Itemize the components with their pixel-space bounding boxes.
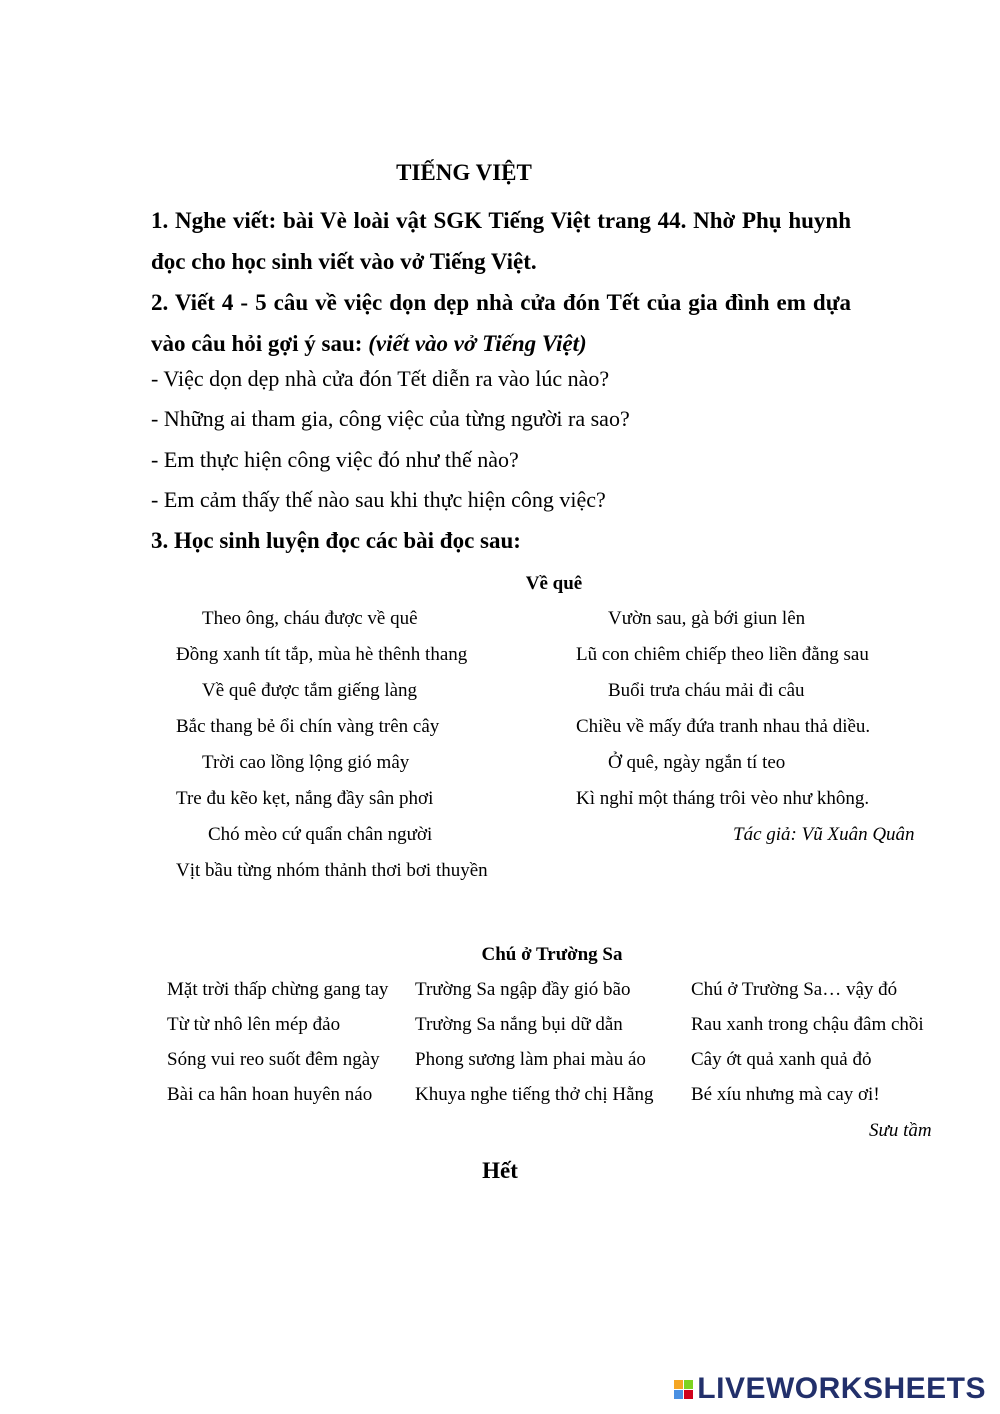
poem-1-author: Tác giả: Vũ Xuân Quân	[733, 824, 915, 845]
poem-2-line: Rau xanh trong chậu đâm chồi	[691, 1014, 924, 1035]
liveworksheets-logo-icon	[674, 1380, 693, 1399]
poem-1-line: Tre đu kẽo kẹt, nắng đầy sân phơi	[176, 788, 434, 809]
watermark-text: LIVEWORKSHEETS	[697, 1372, 986, 1405]
page-title: TIẾNG VIỆT	[396, 160, 532, 185]
poem-2-line: Trường Sa nắng bụi dữ dằn	[415, 1014, 623, 1035]
end-marker: Hết	[482, 1158, 518, 1183]
poem-2-line: Mặt trời thấp chừng gang tay	[167, 979, 389, 1000]
poem-2-line: Cây ớt quả xanh quả đỏ	[691, 1049, 872, 1070]
poem-2-line: Bé xíu nhưng mà cay ơi!	[691, 1084, 880, 1105]
liveworksheets-watermark	[674, 1372, 986, 1406]
task-1: 1. Nghe viết: bài Vè loài vật SGK Tiếng Việt trang 44. Nhờ Phụ huynh đọc cho học sinh viết vào vở Tiếng Việt.	[151, 208, 851, 274]
poem-2-title: Chú ở Trường Sa	[481, 944, 623, 965]
poem-2-source: Sưu tầm	[869, 1120, 932, 1141]
poem-1-line: Bắc thang bẻ ổi chín vàng trên cây	[176, 716, 440, 737]
poem-2-line: Phong sương làm phai màu áo	[415, 1049, 646, 1070]
poem-2-line: Từ từ nhô lên mép đảo	[167, 1014, 341, 1035]
question-1: - Việc dọn dẹp nhà cửa đón Tết diễn ra vào lúc nào?	[151, 366, 610, 391]
task-3: 3. Học sinh luyện đọc các bài đọc sau:	[151, 528, 521, 553]
task-2-note: (viết vào vở Tiếng Việt)	[368, 331, 587, 356]
question-4: - Em cảm thấy thế nào sau khi thực hiện công việc?	[151, 487, 606, 512]
question-3: - Em thực hiện công việc đó như thế nào?	[151, 447, 519, 472]
poem-1-line: Lũ con chiêm chiếp theo liền đằng sau	[576, 644, 869, 665]
poem-1-line: Đồng xanh tít tắp, mùa hè thênh thang	[176, 644, 468, 665]
poem-2-line: Sóng vui reo suốt đêm ngày	[167, 1049, 380, 1070]
poem-1-line: Chó mèo cứ quẩn chân người	[208, 824, 433, 845]
task-2-text: 2. Viết 4 - 5 câu về việc dọn dẹp nhà cửa đón Tết của gia đình em dựa vào câu hỏi gợi ý sau:	[151, 290, 851, 356]
task-2	[151, 282, 851, 364]
poem-2-line: Bài ca hân hoan huyên náo	[167, 1084, 373, 1105]
poem-1-line: Ở quê, ngày ngắn tí teo	[608, 752, 786, 773]
poem-1-line: Trời cao lồng lộng gió mây	[202, 752, 410, 773]
poem-2-line: Chú ở Trường Sa… vậy đó	[691, 979, 898, 1000]
poem-1-line: Buổi trưa cháu mải đi câu	[608, 680, 805, 701]
poem-1-title: Về quê	[525, 573, 583, 594]
poem-1-line: Kì nghỉ một tháng trôi vèo như không.	[576, 788, 870, 809]
poem-2-line: Khuya nghe tiếng thở chị Hằng	[415, 1084, 654, 1105]
poem-2-line: Trường Sa ngập đầy gió bão	[415, 979, 631, 1000]
question-2: - Những ai tham gia, công việc của từng người ra sao?	[151, 406, 630, 431]
poem-1-line: Vườn sau, gà bới giun lên	[608, 608, 806, 629]
poem-1-line: Theo ông, cháu được về quê	[202, 608, 418, 629]
poem-1-line: Về quê được tắm giếng làng	[202, 680, 418, 701]
poem-1-line: Chiều về mấy đứa tranh nhau thả diều.	[576, 716, 871, 737]
poem-1-line: Vịt bầu từng nhóm thảnh thơi bơi thuyền	[176, 860, 488, 881]
